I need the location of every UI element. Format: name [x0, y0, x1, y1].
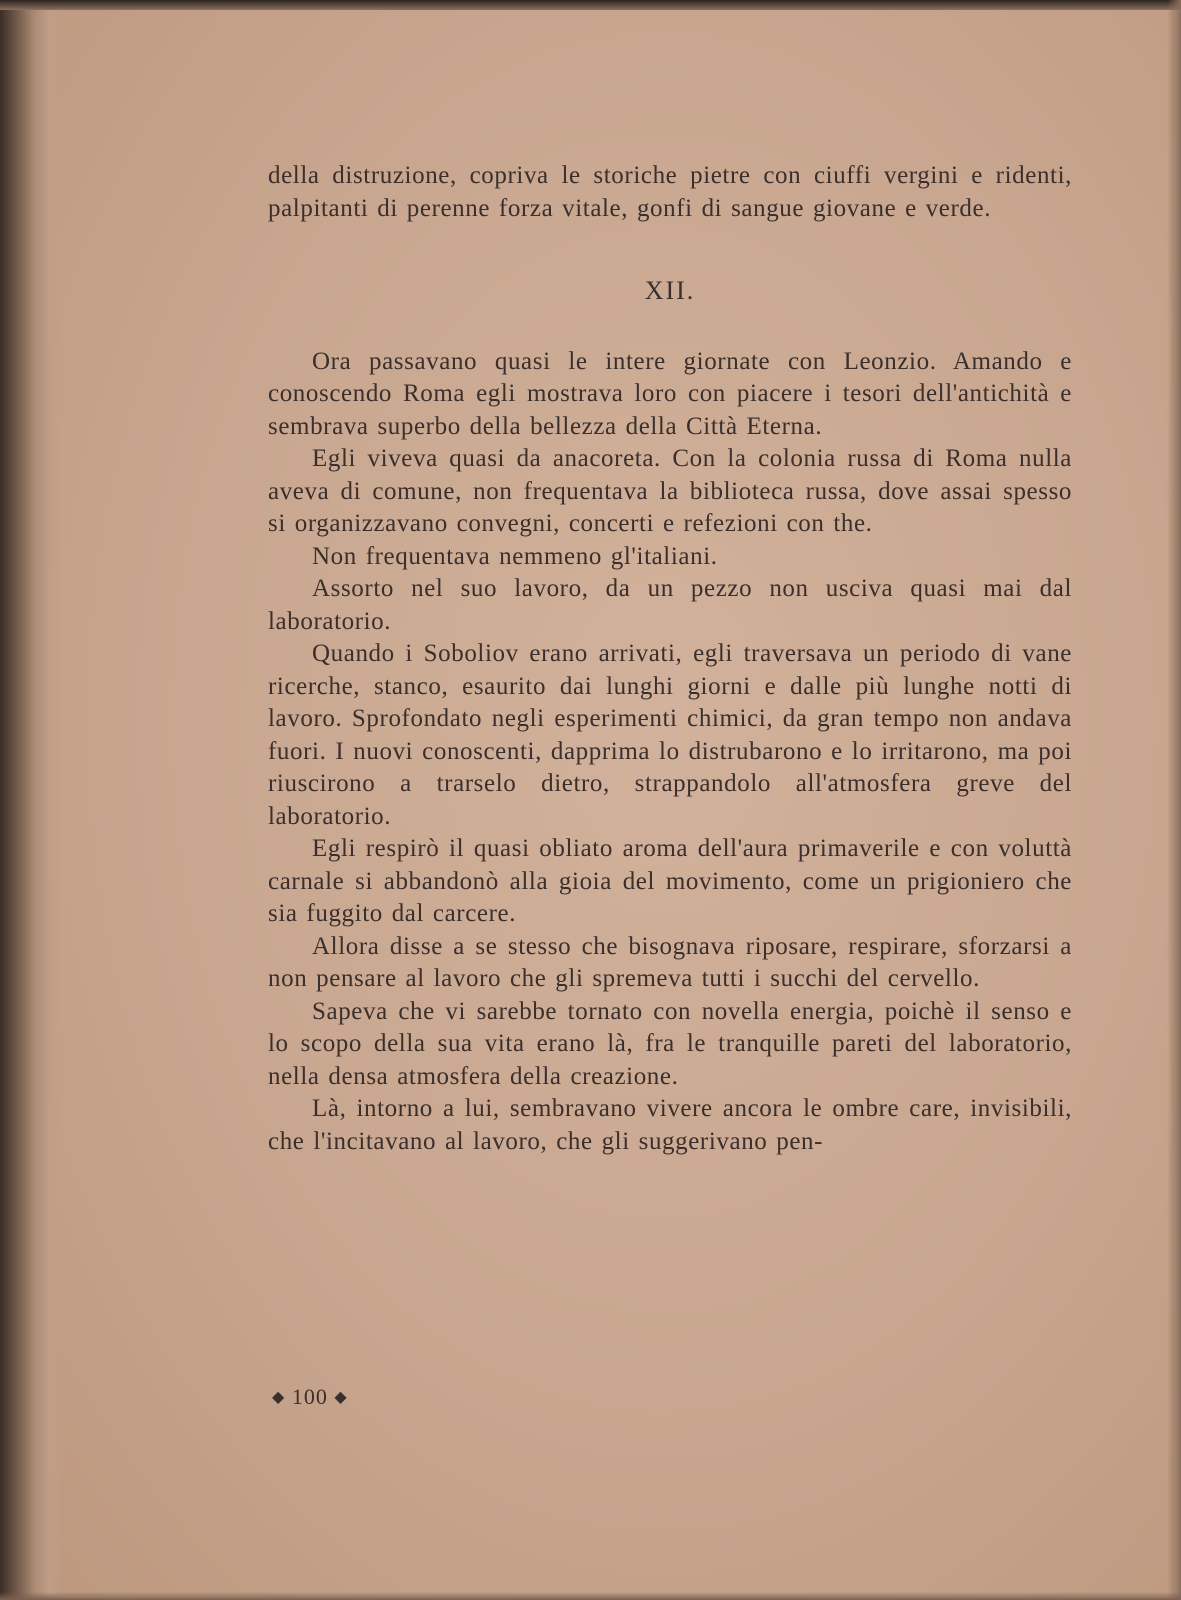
diamond-ornament-icon: ◆	[272, 1389, 286, 1406]
paragraph: Ora passavano quasi le intere giornate con Leonzio. Amando e conoscendo Roma egli mostrava loro con piacere i tesori dell'antichità e sembrava superbo della bellezza della Città Eterna.	[268, 347, 1072, 440]
opening-paragraph: della distruzione, copriva le storiche pietre con ciuffi vergini e ridenti, palpitanti di perenne forza vitale, gonfi di sangue giovane e verde.	[268, 162, 1072, 222]
paragraph: Là, intorno a lui, sembravano vivere ancora le ombre care, invisibili, che l'incitavano al lavoro, che gli suggerivano pen-	[268, 1095, 1072, 1155]
diamond-ornament-icon: ◆	[334, 1389, 348, 1406]
chapter-heading: XII.	[644, 276, 696, 305]
paragraph: Sapeva che vi sarebbe tornato con novella energia, poichè il senso e lo scopo della sua vita erano là, fra le tranquille pareti del laboratorio, nella densa atmosfera della creazione.	[268, 997, 1072, 1090]
paragraph: Egli respirò il quasi obliato aroma dell'aura primaverile e con voluttà carnale si abbandonò alla gioia del movimento, come un prigioniero che sia fuggito dal carcere.	[268, 835, 1072, 927]
book-binding-edge	[0, 0, 62, 1600]
page-top-edge	[0, 0, 1181, 10]
body-text	[268, 160, 1072, 1158]
paragraph: Assorto nel suo lavoro, da un pezzo non usciva quasi mai dal laboratorio.	[268, 575, 1072, 635]
paragraph: Quando i Soboliov erano arrivati, egli traversava un periodo di vane ricerche, stanco, esaurito dai lunghi giorni e dalle più lunghe notti di lavoro. Sprofondato negli esperimenti chimici, da gran tempo non andava fuori. I nuovi conoscenti, dapprima lo distrubarono e lo irritarono, ma poi riuscirono a trarselo dietro, strappandolo all'atmosfera greve del laboratorio.	[268, 640, 1072, 830]
page-number-value: 100	[291, 1384, 328, 1409]
page-right-edge	[1167, 0, 1181, 1600]
paragraph: Non frequentava nemmeno gl'italiani.	[312, 542, 718, 570]
page-number	[272, 1384, 348, 1410]
paragraph: Egli viveva quasi da anacoreta. Con la colonia russa di Roma nulla aveva di comune, non frequentava la biblioteca russa, dove assai spesso si organizzavano convegni, concerti e refezioni con the.	[268, 445, 1072, 537]
paragraph: Allora disse a se stesso che bisognava riposare, respirare, sforzarsi a non pensare al lavoro che gli spremeva tutti i succhi del cervello.	[268, 932, 1072, 992]
page-bottom-edge	[0, 1592, 1181, 1600]
